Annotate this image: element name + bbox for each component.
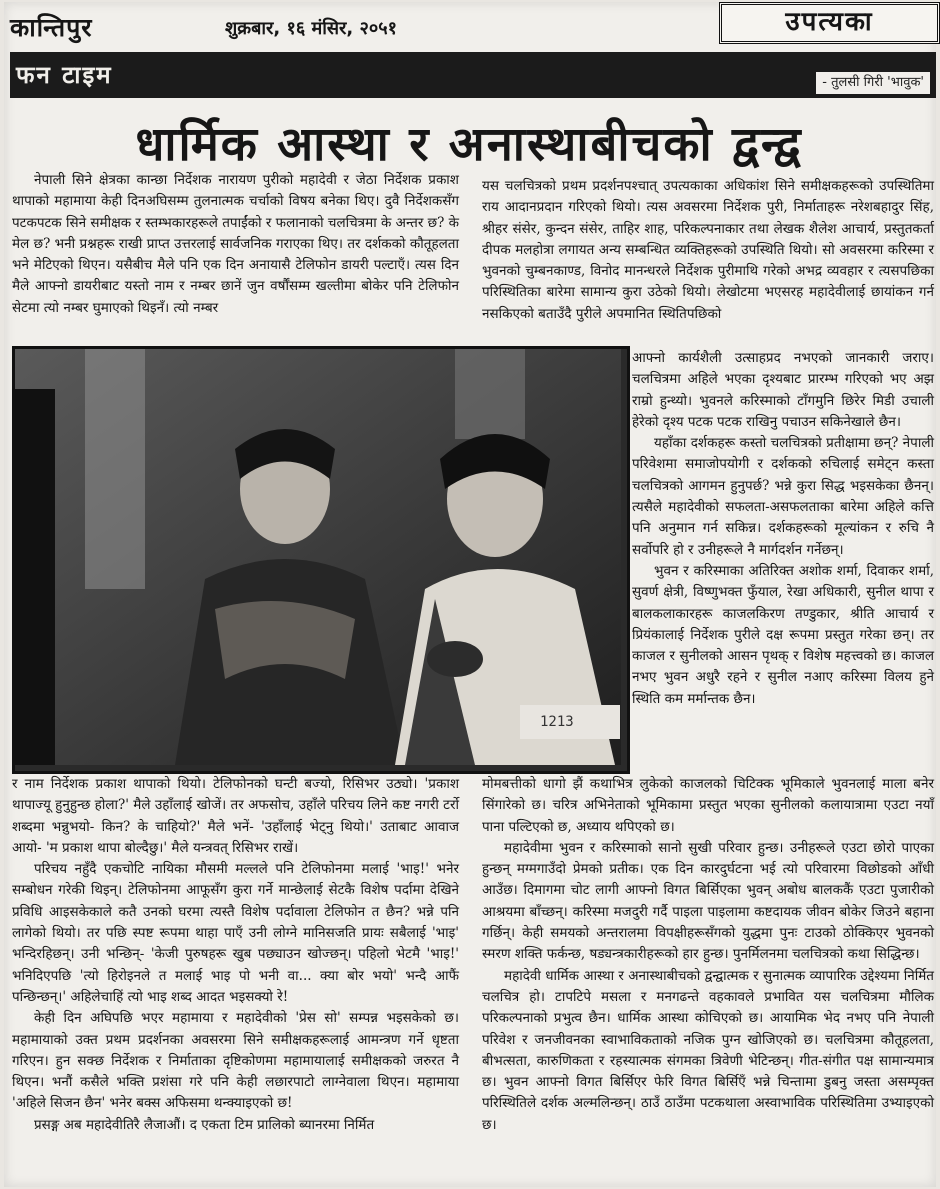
- paragraph: महादेवी धार्मिक आस्था र अनास्थाबीचको द्वन्द्वात्मक र सुनात्मक व्यापारिक उद्देश्यमा निर्मित चलचित्र हो। टापटिपे मसला र मनगढन्ते वहकावले प्रभावित यस चलचित्रमा मौलिक परिकल्पनाको प्रभुत्व छैन। धार्मिक आस्था कोचिएको छ। आयामिक भेद नभए पनि नेपाली परिवेश र जनजीवनका स्वाभाविकताको नजिक पुग्न खोजिएको छ। चलचित्रमा कौतूहलता, बीभत्सता, कारुणिकता र रहस्यात्मक संगमका त्रिवेणी भेटिन्छन्। गीत-संगीत पक्ष सामान्यमात्र छ। भुवन आफ्नो विगत बिर्सिएर फेरि विगत बिर्सिएँ भन्ने चिन्तामा डुबनु जस्ता असम्पृक्त परिस्थितिले दर्शक अल्मलिन्छन्। ठाउँ ठाउँमा पटकथाला अस्वाभाविक परिस्थितिमा उभ्याइएको छ।: [482, 967, 934, 1133]
- paragraph: परिचय नहुँदै एकचोटि नायिका मौसमी मल्लले पनि टेलिफोनमा मलाई 'भाइ!' भनेर सम्बोधन गरेकी थिइन्। टेलिफोनमा आफूसँग कुरा गर्ने मान्छेलाई सेटकै विशेष पर्दामा देखिने प्रविधि आइसकेकाले कतै उनको घरमा त्यस्तै विशेष पर्दावाला टेलिफोन त छैन? भन्ने पनि लागेको थियो। तर पछि स्पष्ट रूपमा थाहा पाएँ उनी लोग्ने मानिसजति प्रायः सबैलाई 'भाइ' भन्दिरहिछन्। उनी भन्छिन्- 'केजी पुरुषहरू खुब पछ्याउन खोज्छन्। पहिलो भेटमै 'भाइ!' भनिदिएपछि 'त्यो हिरोइनले त मलाई भाइ पो भनी वा... क्या बोर भयो' भन्दै आफैं पन्छिन्छन्।' अहिलेचाहिं त्यो भाइ शब्द आदत भइसक्यो रे!: [12, 861, 459, 1005]
- masthead: [10, 6, 710, 46]
- newspaper-clipping: [4, 2, 936, 1187]
- paragraph: यस चलचित्रको प्रथम प्रदर्शनपश्चात् उपत्यकाका अधिकांश सिने समीक्षकहरूको उपस्थितिमा राय आदानप्रदान गरिएको थियो। त्यस अवसरमा निर्देशक पुरी, निर्माताहरू नरेशबहादुर सिंह, श्रीहर संसेर, कुन्दन संसेर, ताहिर शाह, परिकल्पनाकार तथा लेखक शैलेश आचार्य, प्रस्तुतकर्ता दीपक मलहोत्रा लगायत अन्य सम्बन्धित व्यक्तिहरूको उपस्थिति थियो। सो अवसरमा करिस्मा र भुवनको चुम्बनकाण्ड, विनोद मानन्धरले निर्देशक पुरीमाथि गरेको अभद्र व्यवहार र त्यसपछिका परिस्थितिका बारेमा सामान्य कुरा उठेको थियो। लेखोटमा भएसरह महादेवीलाई छायांकन गर्न नसकिएको बताउँदै पुरीले अपमानित स्थितिपछिको: [482, 178, 934, 322]
- article-column-right-top: [482, 176, 934, 325]
- issue-date: शुक्रबार, १६ मंसिर, २०५१: [225, 18, 397, 39]
- column-banner: [10, 52, 936, 98]
- paragraph: नेपाली सिने क्षेत्रका कान्छा निर्देशक नारायण पुरीको महादेवी र जेठा निर्देशक प्रकाश थापाको महामाया केही दिनअघिसम्म तुलनात्मक चर्चाको विषय बनेका थिए। दुवै निर्देशकसँग पटकपटक सिने समीक्षक र स्तम्भकारहरूले तपाईंको र फलानाको चलचित्रमा के अन्तर छ? के मेल छ? भनी प्रश्नहरू राखी प्राप्त उत्तरलाई सार्वजनिक गराएका थिए। तर दर्शकको कौतूहलता भने मेटिएको थिएन। यसैबीच मैले पनि एक दिन अनायासै टेलिफोन डायरी पल्टाएँ। त्यस दिन मैले आफ्नो डायरीबाट यस्तो नाम र नम्बर छानें जुन वर्षौंसम्म खल्तीमा बोकेर पनि टेलिफोन सेटमा त्यो नम्बर घुमाएको थिइनँ। त्यो नम्बर: [12, 172, 459, 316]
- paragraph: मोमबत्तीको धागो झैं कथाभित्र लुकेको काजलको चिटिक्क भूमिकाले भुवनलाई माला बनेर सिंगारेको छ। चरित्र अभिनेताको भूमिकामा प्रस्तुत भएका सुनीलको कलायात्रामा एउटा नयाँ पाना पल्टिएको छ, अध्याय थपिएको छ।: [482, 776, 934, 835]
- paragraph: भुवन र करिस्माका अतिरिक्त अशोक शर्मा, दिवाकर शर्मा, सुवर्ण क्षेत्री, विष्णुभक्त फुँयाल, रेखा अधिकारी, सुनील थापा र बालकलाकारहरू काजलकिरण तण्डुकार, श्रीति आचार्य र प्रियंकालाई निर्देशक पुरीले दक्ष रूपमा प्रस्तुत गरेका छन्। तर काजल र सुनीलको आसन पृथक् र विशेष महत्त्वको छ। काजल नभए भुवन अधुरै रहने र सुनील नआए करिस्मा विलय हुने स्थिति कम मर्मान्तक छैन।: [632, 562, 934, 707]
- author-byline: - तुलसी गिरी 'भावुक': [816, 72, 930, 94]
- section-label: उपत्यका: [719, 2, 940, 44]
- article-column-bottom-right: [482, 774, 934, 1136]
- paragraph: आफ्नो कार्यशैली उत्साहप्रद नभएको जानकारी जराए। चलचित्रमा अहिले भएका दृश्यबाट प्रारम्भ गरिएको भए अझ राम्रो हुन्थ्यो। भुवनले करिस्माको टाँगमुनि छिरेर मिडी उचाली हेरेको दृश्य पटक पटक राखिनु पचाउन सकिनेखाले छैन।: [632, 350, 934, 430]
- article-headline: धार्मिक आस्था र अनास्थाबीचको द्वन्द्व: [135, 117, 803, 172]
- newspaper-name: कान्तिपुर: [10, 13, 93, 42]
- paragraph: र नाम निर्देशक प्रकाश थापाको थियो। टेलिफोनको घन्टी बज्यो, रिसिभर उठ्यो। 'प्रकाश थापाज्यू हुनुहुन्छ होला?' मैले उहाँलाई खोजें। तर अफसोच, उहाँले परिचय लिने कष्ट नगरी टर्रो शब्दमा भन्नुभयो- किन? के चाहियो?' मैले भनें- 'उहाँलाई भेट्नु थियो।' उताबाट आवाज आयो- 'म प्रकाश थापा बोल्दैछु।' मैले यन्त्रवत् रिसिभर राखें।: [12, 776, 459, 856]
- column-tag: फन टाइम: [16, 61, 113, 89]
- film-still-photo: [12, 346, 630, 774]
- article-column-bottom-left: [12, 774, 459, 1136]
- paragraph: यहाँका दर्शकहरू कस्तो चलचित्रको प्रतीक्षामा छन्? नेपाली परिवेशमा समाजोपयोगी र दर्शकको रुचिलाई समेट्न कस्ता चलचित्रको आगमन हुनुपर्छ? भन्ने कुरा सिद्ध भइसकेका छैनन्। त्यसैले महादेवीको सफलता-असफलताका बारेमा अहिले कत्ति पनि अनुमान गर्न सकिन्न। दर्शकहरूको मूल्यांकन र रुचि नै सर्वोपरि हो र उनीहरूले नै मार्गदर्शन गर्नेछन्।: [632, 435, 934, 558]
- article-column-right-mid: [632, 348, 934, 710]
- paragraph: प्रसङ्ग अब महादेवीतिरै लैजाऔं। द एकता टिम प्रालिको ब्यानरमा निर्मित: [34, 1116, 375, 1133]
- paragraph: महादेवीमा भुवन र करिस्माको सानो सुखी परिवार हुन्छ। उनीहरूले एउटा छोरो पाएका हुन्छन् मग्मगाउँदो प्रेमको प्रतीक। एक दिन कारदुर्घटना भई त्यो परिवारमा विछोडको आँधी आउँछ। दिमागमा चोट लागी आफ्नो विगत बिर्सिएका भुवन् अबोध बालककैं एउटा पुजारीको आश्रयमा बाँच्छन्। करिस्मा मजदुरी गर्दै पाइला पाइलामा कष्टदायक जीवन बोकेर जिउने बहाना गर्छिन्। केही समयको अन्तरालमा विपक्षीहरूसँगको युद्धमा पुनः टाउको ठोक्किएर भुवनको स्मरण शक्ति फर्कन्छ, षड्यन्त्रकारीहरूको हार हुन्छ। पुनर्मिलनमा चलचित्रको कथा सिद्धिन्छ।: [482, 839, 934, 963]
- photo-tag: 1213: [540, 714, 574, 730]
- film-still-image: [15, 349, 621, 765]
- article-column-left-top: [12, 170, 459, 319]
- paragraph: केही दिन अघिपछि भएर महामाया र महादेवीको 'प्रेस सो' सम्पन्न भइसकेको छ। महामायाको उक्त प्रथम प्रदर्शनका अवसरमा सिने समीक्षकहरूलाई आमन्त्रण गर्ने धृष्टता गरिएन। हुन सक्छ निर्देशक र निर्माताका दृष्टिकोणमा महामायालाई समीक्षकको जरुरत नै थिएन। भनौं कसैले भक्ति प्रशंसा गरे पनि केही लछारपाटो लाग्नेवाला थिएन। महामाया 'अहिले सिजन छैन' भनेर बक्स अफिसमा थन्क्याइएको छ!: [12, 1010, 459, 1112]
